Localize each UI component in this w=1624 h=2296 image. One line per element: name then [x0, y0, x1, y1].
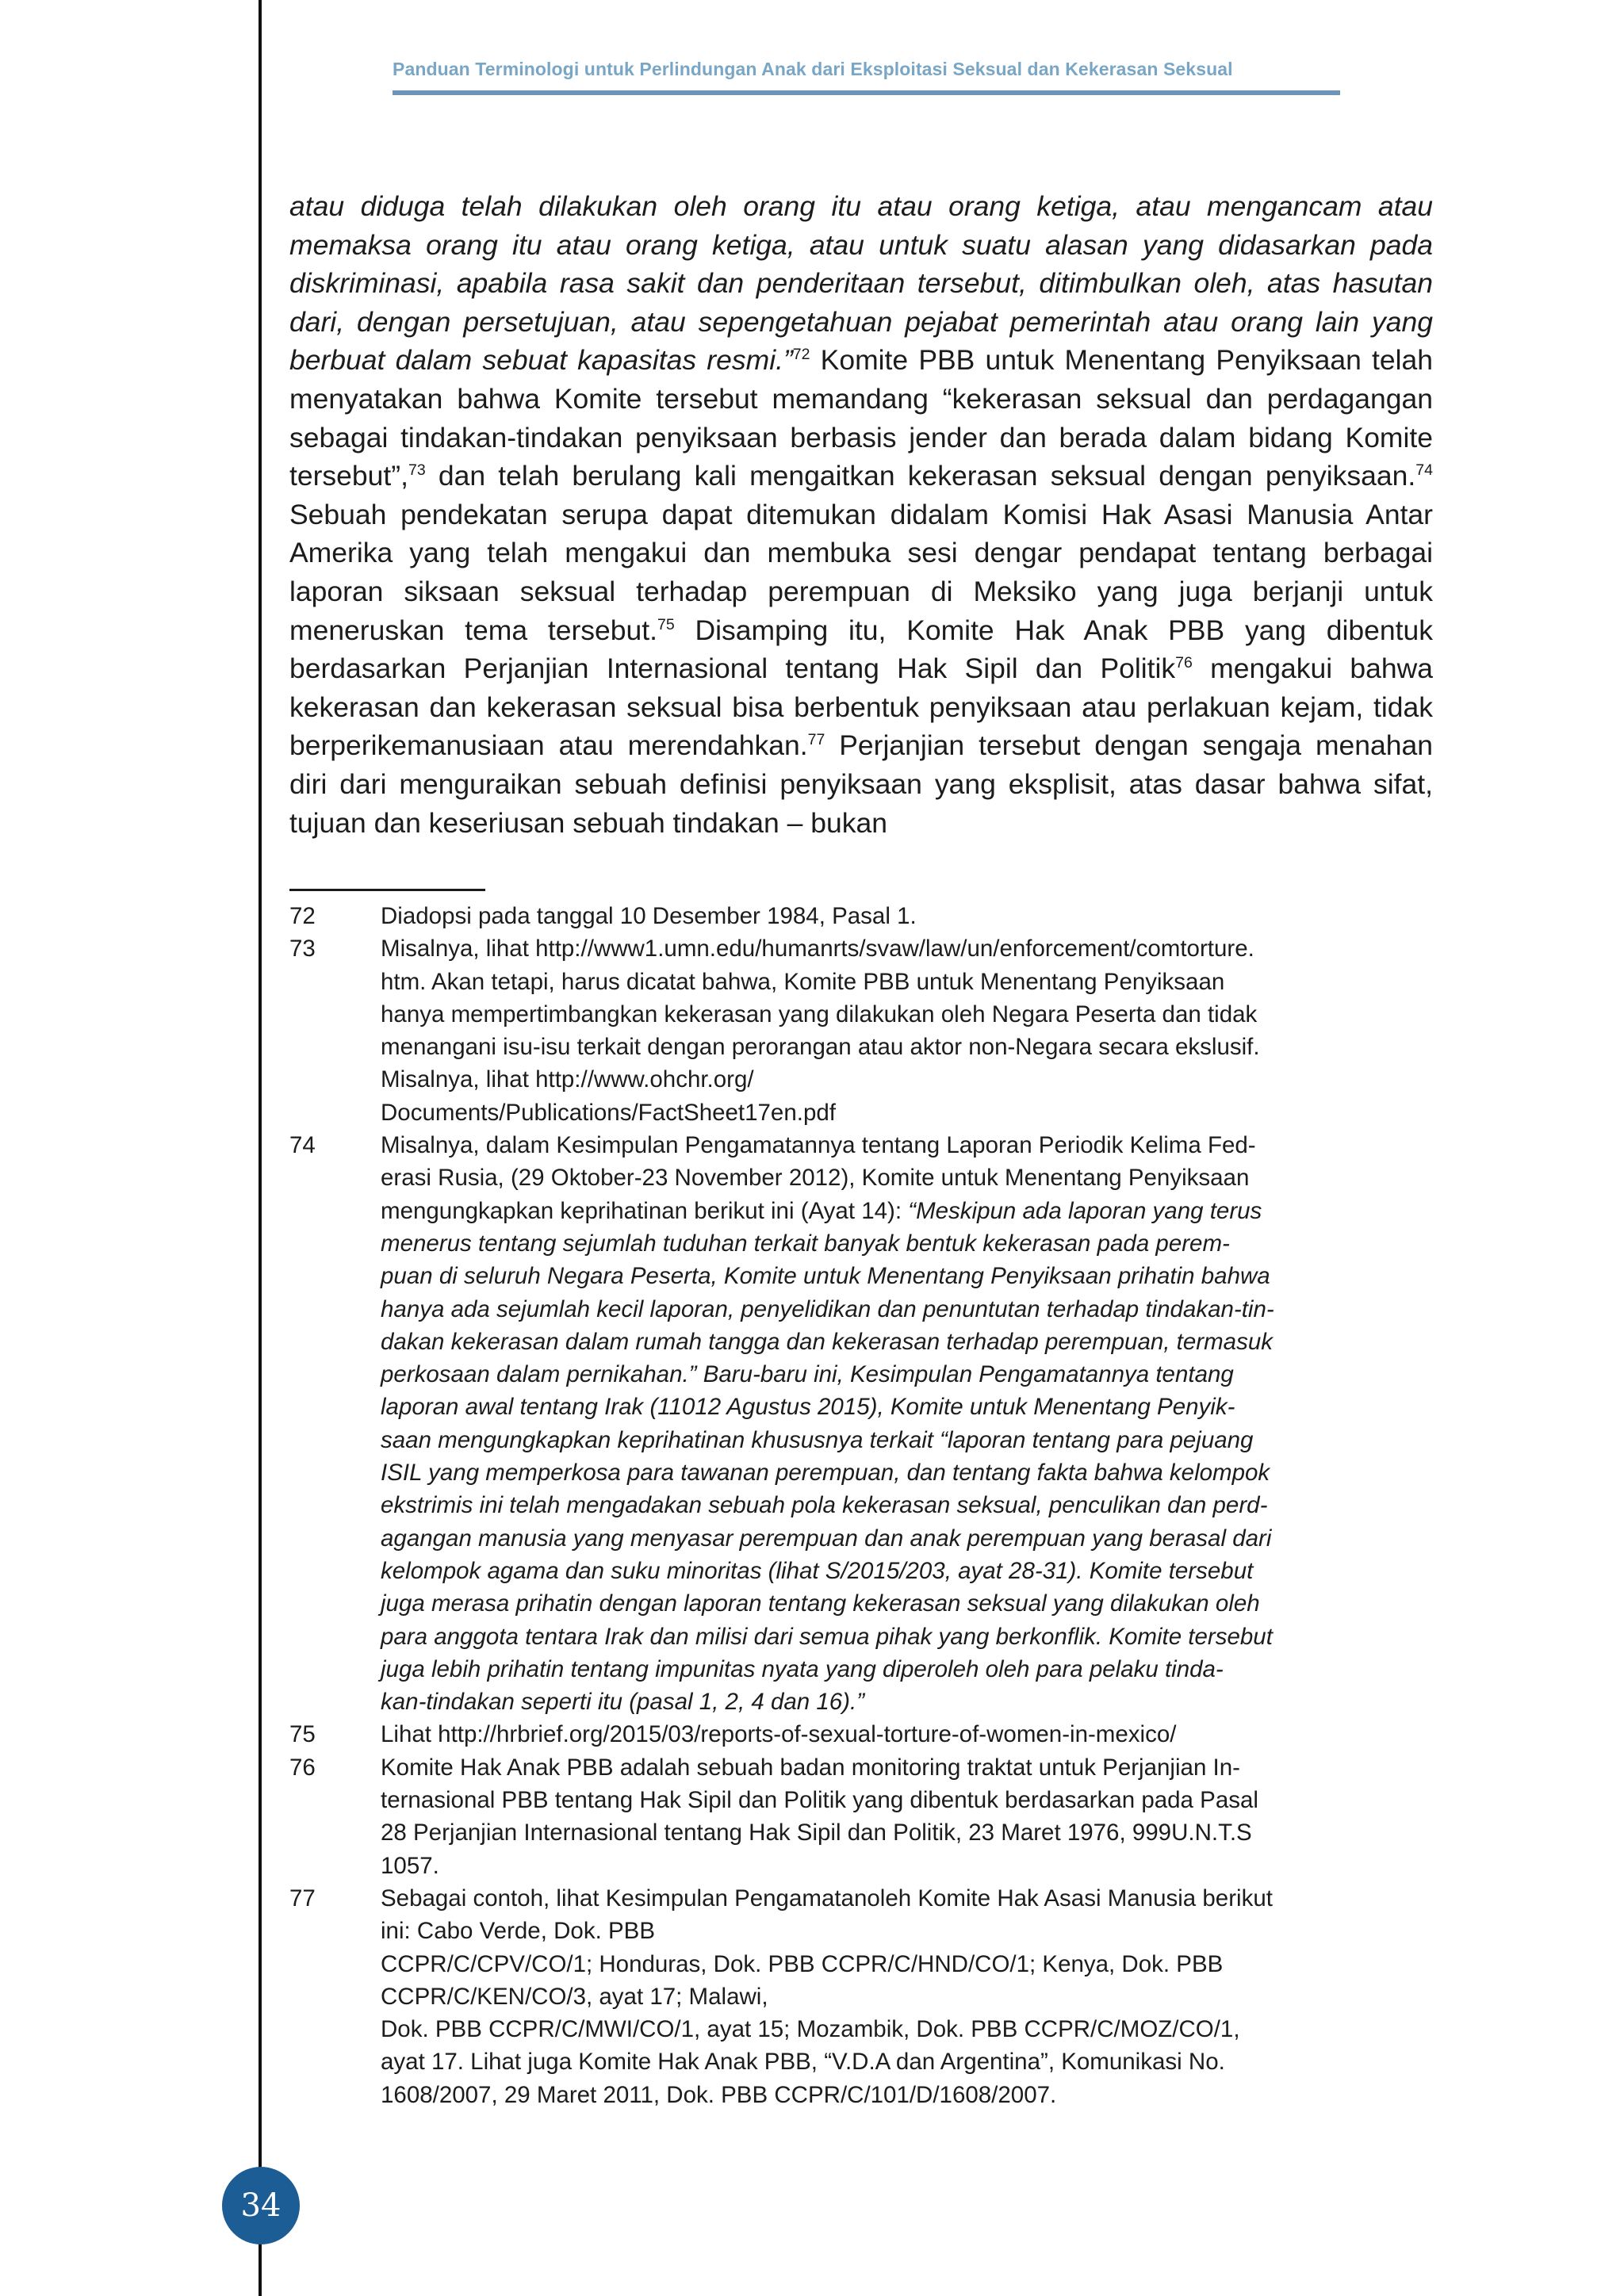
footnote-link-line[interactable]: Lihat http://hrbrief.org/2015/03/reports-of-sexual-torture-of-women-in-mexico/: [381, 1721, 1177, 1748]
footnote-number: 77: [289, 1885, 316, 1911]
footnote-number: 72: [289, 903, 316, 929]
footnote-link-line[interactable]: Documents/Publications/FactSheet17en.pdf: [381, 1099, 836, 1126]
header-rule: [393, 90, 1340, 95]
body-segment: mengakui bahwa kekerasan dan kekerasan seksual bisa berbentuk penyiksaan atau perlakuan kejam, tidak berperikemanusiaan atau merendahkan.: [289, 652, 1434, 762]
footnote-number: 73: [289, 936, 316, 962]
body-segment: dan telah berulang kali mengaitkan kekerasan seksual dengan penyiksaan.: [425, 460, 1416, 492]
left-margin-rule: [259, 0, 262, 2296]
footnote-75: [289, 1718, 1431, 1751]
footnote-ref-75[interactable]: 75: [657, 615, 675, 633]
footnote-number: 74: [289, 1132, 316, 1159]
footnote-number: 76: [289, 1754, 316, 1781]
footnotes: [289, 900, 1431, 2111]
running-header: Panduan Terminologi untuk Perlindungan Anak dari Eksploitasi Seksual dan Kekerasan Seksual: [393, 59, 1233, 79]
footnote-72: [289, 900, 1431, 932]
footnote-ref-72[interactable]: 72: [792, 346, 810, 364]
body-paragraph: [289, 187, 1433, 842]
body-segment: Perjanjian tersebut dengan sengaja menahan diri dari menguraikan sebuah definisi penyiksaan yang eksplisit, atas dasar bahwa sifat, tujuan dan keseriusan sebuah tindakan – bukan: [289, 729, 1433, 839]
quoted-definition: atau diduga telah dilakukan oleh orang itu atau orang ketiga, atau mengancam atau memaksa orang itu atau orang ketiga, atau untuk suatu alasan yang didasarkan pada diskriminasi, apabila rasa sakit dan penderitaan tersebut, ditimbulkan oleh, atas hasutan dari, dengan persetujuan, atau sepengetahuan pejabat pemerintah atau orang lain yang berbuat dalam sebuat kapasitas resmi.”: [289, 190, 1433, 377]
footnote-text: Sebagai contoh, lihat Kesimpulan Pengamatanoleh Komite Hak Asasi Manusia berikut ini: Cabo Verde, Dok. PBB CCPR/C/CPV/CO/1; Honduras, Dok. PBB CCPR/C/HND/CO/1; Kenya, Dok. PBB CCPR/C/KEN/CO/3, ayat 17; Malawi, Dok. PBB CCPR/C/MWI/CO/1, ayat 15; Mozambik, Dok. PBB CCPR/C/MOZ/CO/1, ayat 17. Lihat juga Komite Hak Anak PBB, “V.D.A dan Argentina”, Komunikasi No. 1608/2007, 29 Maret 2011, Dok. PBB CCPR/C/101/D/1608/2007.: [381, 1885, 1273, 2108]
footnote-ref-74[interactable]: 74: [1415, 461, 1433, 480]
footnote-link-line[interactable]: Misalnya, lihat http://www1.umn.edu/humanrts/svaw/law/un/enforcement/comtorture.: [381, 936, 1254, 962]
footnote-text: Misalnya, dalam Kesimpulan Pengamatannya tentang Laporan Periodik Kelima Fed- erasi Rusia, (29 Oktober-23 November 2012), Komite untuk Menentang Penyiksaan mengungkapkan keprihatinan berikut ini (Ayat 14): “Meskipun ada laporan yang terus menerus tentang sejumlah tuduhan terkait banyak bentuk kekerasan pada perem- puan di seluruh Negara Peserta, Komite untuk Menentang Penyiksaan prihatin bahwa hanya ada sejumlah kecil laporan, penyelidikan dan penuntutan terhadap tindakan-tin- dakan kekerasan dalam rumah tangga dan kekerasan terhadap perempuan, termasuk perkosaan dalam pernikahan.” Baru-baru ini, Kesimpulan Pengamatannya tentang laporan awal tentang Irak (11012 Agustus 2015), Komite untuk Menentang Penyik- saan mengungkapkan keprihatinan khususnya terkait “laporan tentang para pejuang ISIL yang memperkosa para tawanan perempuan, dan tentang fakta bahwa kelompok ekstrimis ini telah mengadakan sebuah pola kekerasan seksual, penculikan dan perd- agangan manusia yang menyasar perempuan dan anak perempuan yang berasal dari kelompok agama dan suku minoritas (lihat S/2015/203, ayat 28-31). Komite tersebut juga merasa prihatin dengan laporan tentang kekerasan seksual yang dilakukan oleh para anggota tentara Irak dan milisi dari semua pihak yang berkonflik. Komite tersebut juga lebih prihatin tentang impunitas nyata yang diperoleh oleh para pelaku tinda- kan-tindakan seperti itu (pasal 1, 2, 4 dan 16).”: [381, 1132, 1274, 1716]
footnote-ref-73[interactable]: 73: [408, 461, 426, 480]
footnote-text: [381, 1718, 1431, 1751]
page-number: 34: [240, 2187, 282, 2224]
page-number-badge: [222, 2167, 300, 2244]
body-segment: Komite PBB untuk Menentang Penyiksaan telah menyatakan bahwa Komite tersebut memandang “kekerasan seksual dan perdagangan sebagai tindakan-tindakan penyiksaan berbasis jender dan berada dalam bidang Komite tersebut”,: [289, 344, 1434, 492]
footnote-number: 75: [289, 1721, 316, 1748]
footnote-74: [289, 1129, 1431, 1718]
footnote-76: [289, 1751, 1431, 1882]
footnote-separator: [289, 889, 485, 891]
body-segment: Sebuah pendekatan serupa dapat ditemukan didalam Komisi Hak Asasi Manusia Antar Amerika yang telah mengakui dan membuka sesi dengar pendapat tentang berbagai laporan siksaan seksual terhadap perempuan di Meksiko yang juga berjanji untuk meneruskan tema tersebut.: [289, 498, 1433, 646]
footnote-link-line[interactable]: Misalnya, lihat http://www.ohchr.org/: [381, 1066, 754, 1093]
footnote-ref-76[interactable]: 76: [1175, 654, 1193, 672]
footnote-text: Komite Hak Anak PBB adalah sebuah badan monitoring traktat untuk Perjanjian In- ternasional PBB tentang Hak Sipil dan Politik yang dibentuk berdasarkan pada Pasal 28 Perjanjian Internasional tentang Hak Sipil dan Politik, 23 Maret 1976, 999U.N.T.S 1057.: [381, 1754, 1258, 1879]
footnote-73: [289, 932, 1431, 1129]
body-segment: Disamping itu, Komite Hak Anak PBB yang dibentuk berdasarkan Perjanjian Internasional tentang Hak Sipil dan Politik: [289, 614, 1433, 685]
footnote-text: Misalnya, lihat http://www1.umn.edu/humanrts/svaw/law/un/enforcement/comtorture. htm. Akan tetapi, harus dicatat bahwa, Komite PBB untuk Menentang Penyiksaan hanya mempertimbangkan kekerasan yang dilakukan oleh Negara Peserta dan tidak menangani isu-isu terkait dengan perorangan atau aktor non-Negara secara ekslusif. Misalnya, lihat http://www.ohchr.org/ Documents/Publications/FactSheet17en.pdf: [381, 932, 1431, 1129]
footnote-text: Diadopsi pada tanggal 10 Desember 1984, Pasal 1.: [381, 903, 917, 929]
footnote-77: [289, 1882, 1431, 2111]
footnote-ref-77[interactable]: 77: [807, 731, 825, 749]
